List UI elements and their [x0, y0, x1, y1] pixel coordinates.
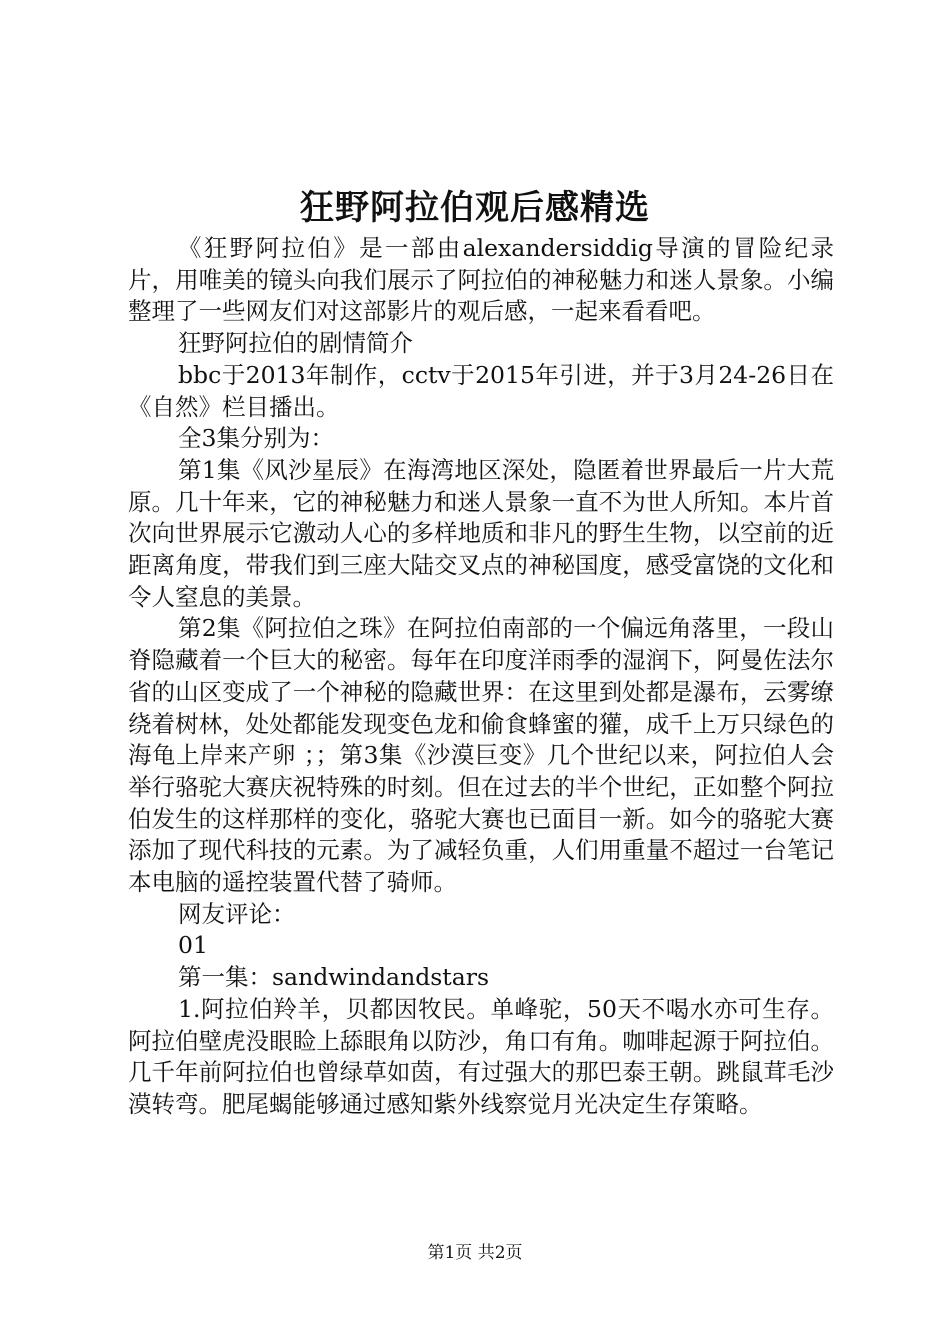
paragraph-comments-heading: 网友评论：	[178, 899, 296, 928]
paragraph-plot-heading: 狂野阿拉伯的剧情简介	[178, 329, 413, 358]
paragraph-intro: 《狂野阿拉伯》是一部由alexandersiddig导演的冒险纪录片，用唯美的镜头向我们展示了阿拉伯的神秘魅力和迷人景象。小编整理了一些网友们对这部影片的观后感，一起来看看吧。	[128, 234, 834, 326]
paragraph-comment-1: 1.阿拉伯羚羊，贝都因牧民。单峰驼，50天不喝水亦可生存。阿拉伯壁虎没眼睑上舔眼角以防沙，角口有角。咖啡起源于阿拉伯。几千年前阿拉伯也曾绿草如茵，有过强大的那巴泰王朝。跳鼠茸毛沙漠转弯。肥尾蝎能够通过感知紫外线察觉月光决定生存策略。	[128, 994, 834, 1118]
page-footer: 第1页 共2页	[427, 1243, 523, 1263]
paragraph-episode-1: 第1集《风沙星辰》在海湾地区深处，隐匿着世界最后一片大荒原。几十年来，它的神秘魅力和迷人景象一直不为世人所知。本片首次向世界展示它激动人心的多样地质和非凡的野生生物，以空前的近距离角度，带我们到三座大陆交叉点的神秘国度，感受富饶的文化和令人窒息的美景。	[128, 455, 834, 611]
document-body	[128, 233, 834, 1121]
paragraph-episode-2-3: 第2集《阿拉伯之珠》在阿拉伯南部的一个偏远角落里，一段山脊隐藏着一个巨大的秘密。每年在印度洋雨季的湿润下，阿曼佐法尔省的山区变成了一个神秘的隐藏世界：在这里到处都是瀑布，云雾缭绕着树林，处处都能发现变色龙和偷食蜂蜜的獾，成千上万只绿色的海龟上岸来产卵 ；；第3集《沙漠巨变》几个世纪以来，阿拉伯人会举行骆驼大赛庆祝特殊的时刻。但在过去的半个世纪，正如整个阿拉伯发生的这样那样的变化，骆驼大赛也已面目一新。如今的骆驼大赛添加了现代科技的元素。为了减轻负重，人们用重量不超过一台笔记本电脑的遥控装置代替了骑师。	[128, 614, 834, 897]
paragraph-episode-count: 全3集分别为：	[178, 424, 334, 453]
document-title: 狂野阿拉伯观后感精选	[300, 188, 650, 228]
paragraph-comment-episode: 第一集：sandwindandstars	[178, 963, 490, 992]
paragraph-production: bbc于2013年制作，cctv于2015年引进，并于3月24-26日在《自然》栏目播出。	[128, 360, 834, 421]
paragraph-comment-number: 01	[178, 931, 208, 960]
